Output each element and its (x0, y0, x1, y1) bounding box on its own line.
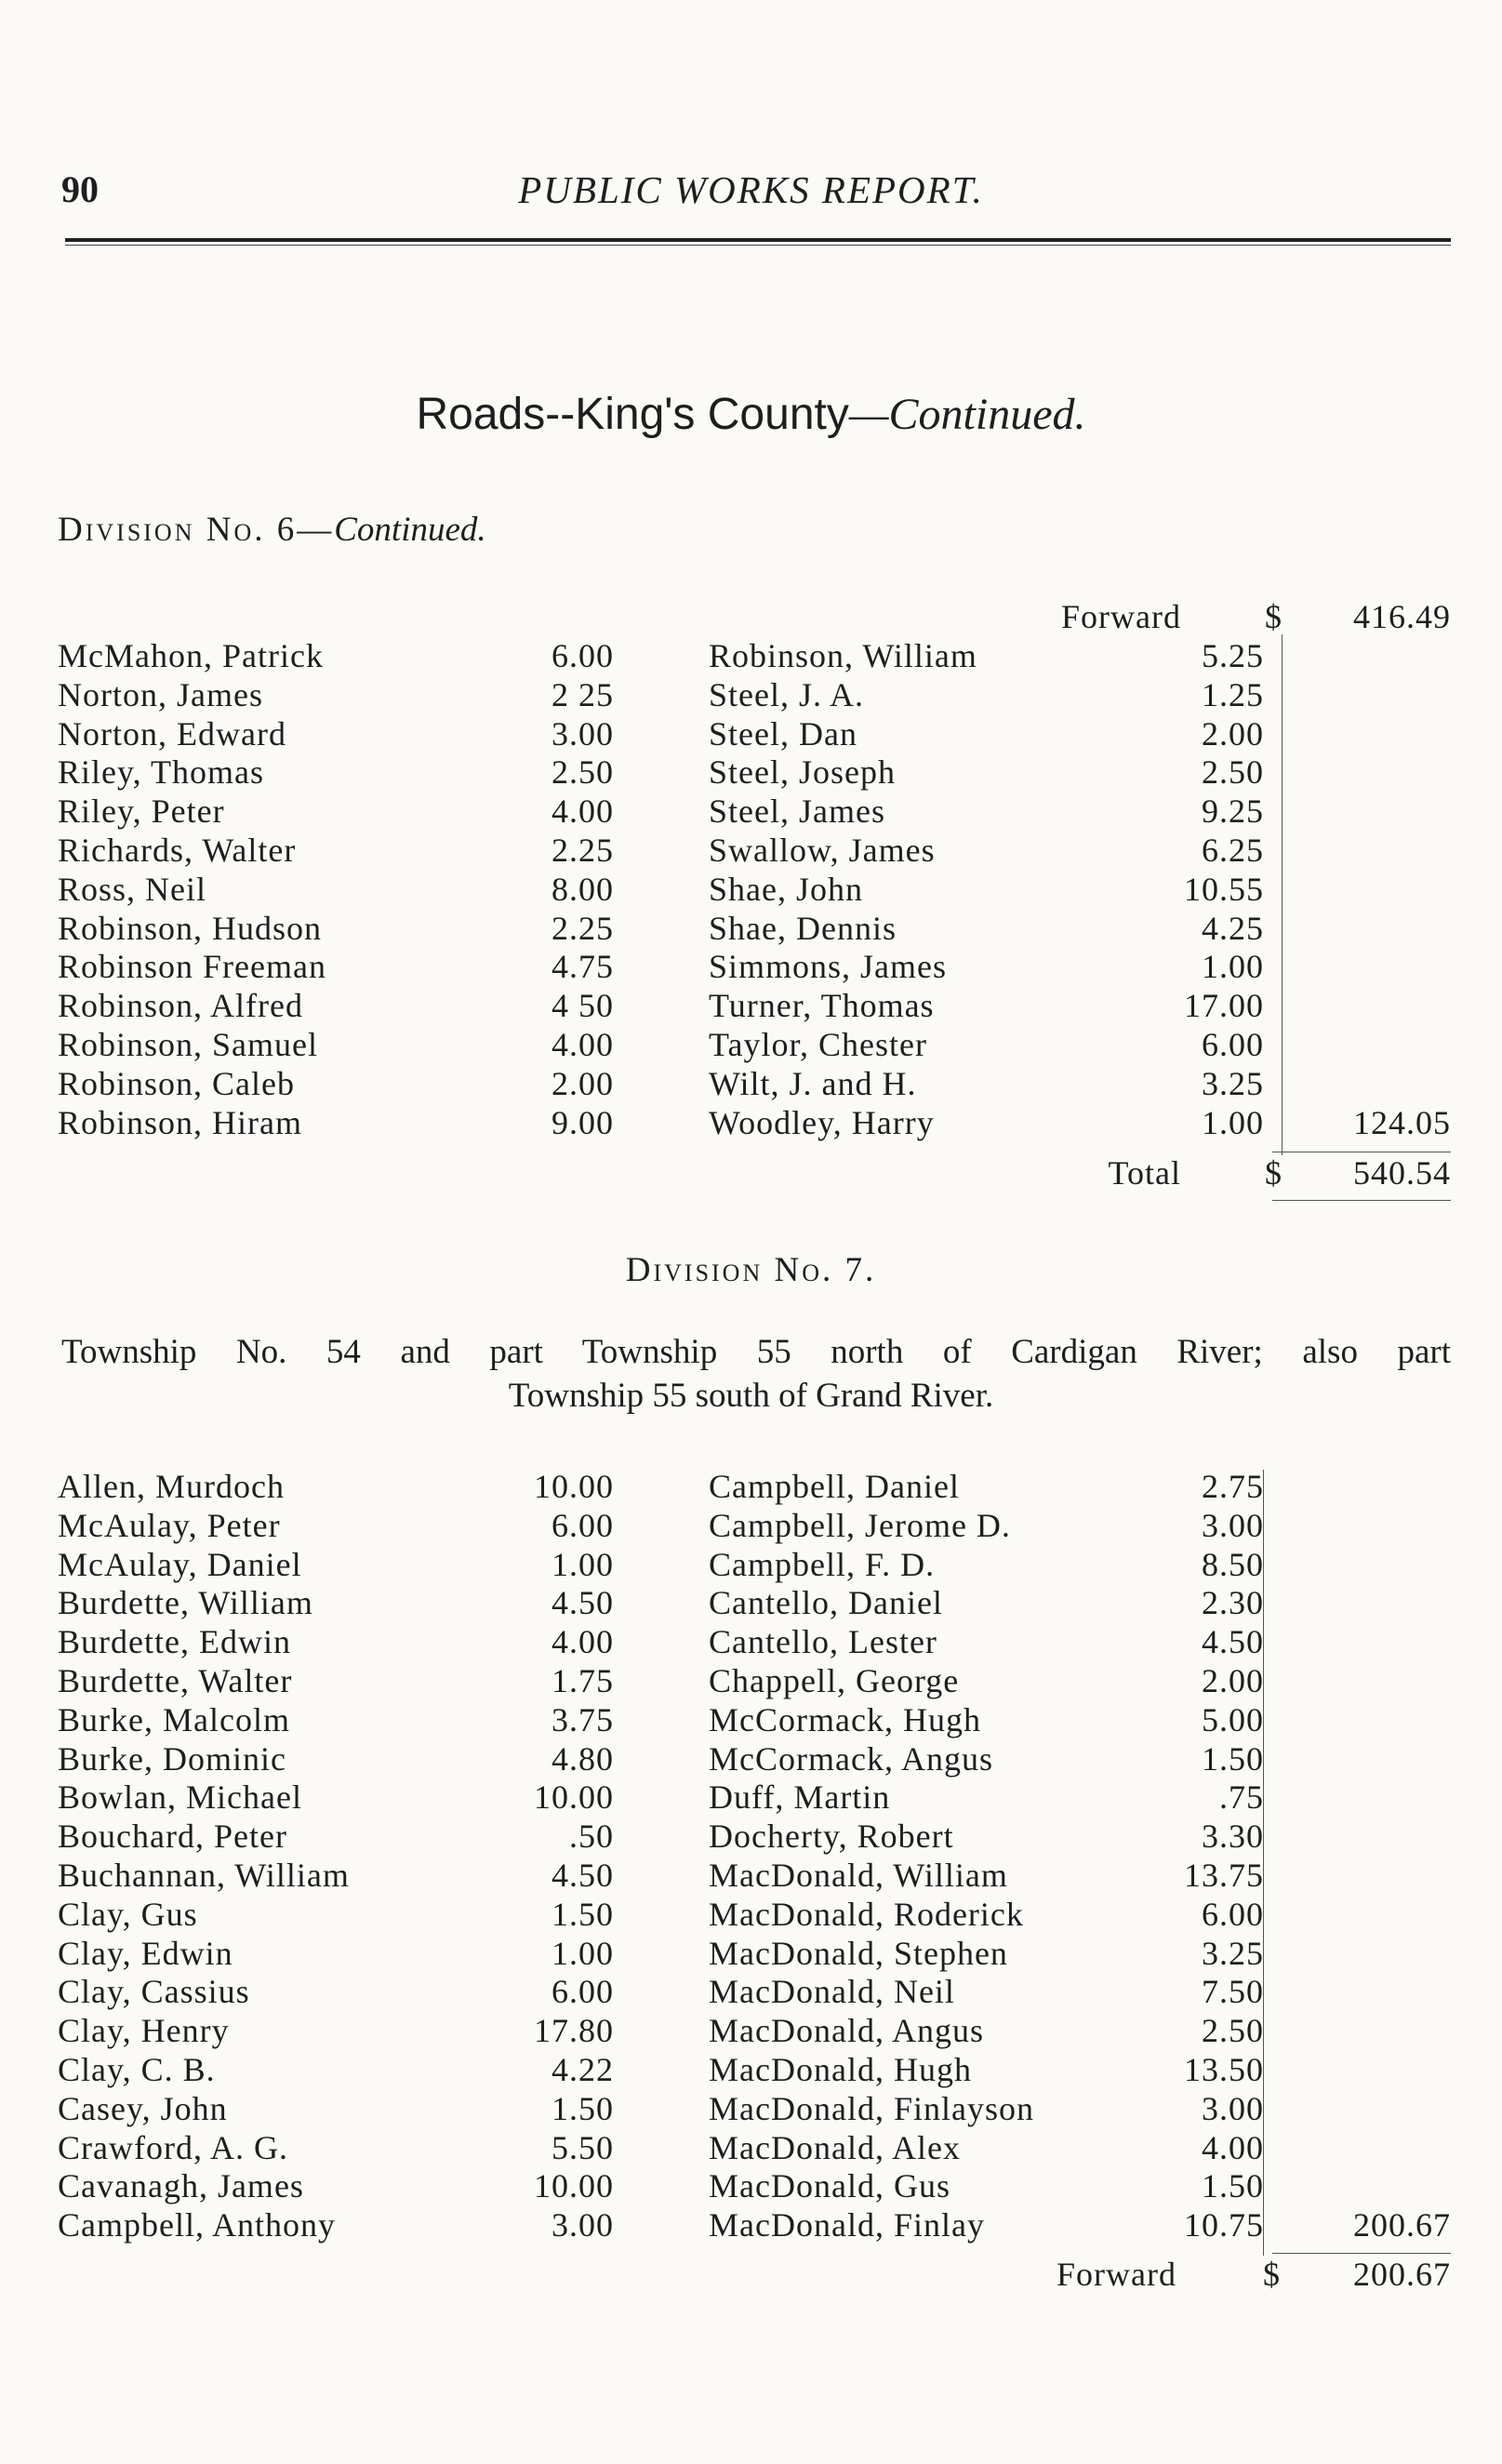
table-row (0, 1025, 1502, 1064)
entry-name: Robinson Freeman (58, 948, 326, 986)
entry-name: Riley, Thomas (58, 753, 264, 792)
entry-amount: 4.50 (552, 1584, 614, 1622)
entry-amount: 4 50 (552, 987, 614, 1025)
division-7-description-line1: Township No. 54 and part Township 55 north of Cardigan River; also part (61, 1333, 1451, 1371)
entry-name: Campbell, F. D. (709, 1545, 936, 1583)
entry-name: MacDonald, Alex (709, 2128, 961, 2166)
entry-name: Robinson, Hudson (58, 909, 323, 947)
entry-amount: 2 25 (552, 675, 614, 713)
table-row (0, 1856, 1502, 1895)
entry-amount: 4.50 (1202, 1623, 1264, 1661)
entry-name: Cantello, Lester (709, 1623, 937, 1661)
entry-name: Campbell, Anthony (58, 2206, 336, 2244)
division-7-description-line2: Township 55 south of Grand River. (508, 1377, 994, 1415)
entry-amount: 17.00 (1184, 987, 1264, 1025)
forward-rule (1272, 2253, 1451, 2254)
entry-name: Clay, Cassius (58, 1973, 250, 2011)
entry-name: Clay, Edwin (58, 1934, 233, 1972)
entry-name: Robinson, Samuel (58, 1026, 319, 1063)
table-row (0, 2089, 1502, 2128)
division-6-label: Division No. 6— (58, 511, 335, 549)
total-underline (1272, 1200, 1451, 1201)
running-title: PUBLIC WORKS REPORT. (518, 168, 984, 211)
entry-amount: 4.25 (1202, 909, 1264, 947)
table-row (0, 1817, 1502, 1856)
entry-name: Robinson, Alfred (58, 987, 303, 1025)
entry-amount: 13.75 (1184, 1857, 1264, 1894)
entry-amount: 3.25 (1202, 1934, 1264, 1972)
entry-amount: 2.30 (1202, 1584, 1264, 1622)
table-row (0, 1972, 1502, 2011)
entry-amount: 6.00 (1202, 1895, 1264, 1933)
entry-name: McCormack, Angus (709, 1739, 993, 1778)
entry-amount: 2.00 (1202, 714, 1264, 753)
entry-name: MacDonald, Gus (709, 2167, 950, 2205)
entry-name: Docherty, Robert (709, 1818, 954, 1856)
subtotal-amount: 124.05 (1353, 1103, 1451, 1141)
division-7-column-rule (1263, 1470, 1264, 2256)
entry-name: Norton, James (58, 675, 263, 713)
entry-name: Clay, Henry (58, 2012, 230, 2050)
entry-name: MacDonald, William (709, 1857, 1008, 1894)
entry-name: Richards, Walter (58, 832, 297, 869)
entry-amount: 2.00 (1202, 1662, 1264, 1699)
entry-name: Buchannan, William (58, 1857, 350, 1894)
entry-amount: 10.55 (1184, 870, 1264, 908)
header-rule-thin (65, 245, 1451, 246)
entry-name: McAulay, Peter (58, 1506, 281, 1544)
entry-amount: 7.50 (1202, 1973, 1264, 2011)
entry-amount: 1.50 (552, 1895, 614, 1933)
entry-amount: 5.25 (1202, 637, 1264, 674)
entry-amount: 2.25 (552, 909, 614, 947)
table-row (0, 947, 1502, 986)
entry-amount: 3.00 (552, 2206, 614, 2244)
entry-amount: 4.00 (552, 792, 614, 831)
entry-amount: 1.00 (552, 1545, 614, 1583)
entry-amount: 3.75 (552, 1700, 614, 1738)
entry-name: Taylor, Chester (709, 1026, 927, 1063)
entry-name: Crawford, A. G. (58, 2128, 288, 2166)
forward-label: Forward (1061, 598, 1181, 635)
table-row (0, 753, 1502, 792)
forward-amount: 416.49 (1353, 598, 1451, 635)
division-6-column-rule (1282, 634, 1283, 1155)
entry-name: MacDonald, Finlay (709, 2206, 985, 2244)
entry-name: Burdette, Edwin (58, 1623, 291, 1661)
division-6-forward-row (0, 597, 1502, 636)
entry-name: Norton, Edward (58, 714, 286, 753)
entry-name: Steel, Joseph (709, 753, 896, 792)
entry-name: Campbell, Daniel (709, 1468, 960, 1505)
entry-amount: 4.00 (1202, 2128, 1264, 2166)
subtotal-amount: 200.67 (1353, 2206, 1451, 2244)
table-row (0, 2011, 1502, 2050)
table-row (0, 1661, 1502, 1700)
entry-amount: 6.00 (552, 637, 614, 674)
entry-amount: 1.00 (552, 1934, 614, 1972)
entry-amount: 3.00 (552, 714, 614, 753)
entry-name: Turner, Thomas (709, 987, 935, 1025)
entry-name: Woodley, Harry (709, 1103, 935, 1141)
table-row (0, 2128, 1502, 2167)
entry-amount: 3.25 (1202, 1064, 1264, 1102)
section-title (0, 389, 1502, 440)
entry-name: Clay, C. B. (58, 2051, 216, 2088)
entry-amount: 5.00 (1202, 1700, 1264, 1738)
entry-amount: 4.75 (552, 948, 614, 986)
entry-amount: 2.25 (552, 832, 614, 869)
entry-amount: 3.30 (1202, 1818, 1264, 1856)
entry-amount: 1.00 (1202, 948, 1264, 986)
table-row (0, 636, 1502, 675)
entry-name: Burdette, William (58, 1584, 313, 1622)
table-row (0, 1778, 1502, 1817)
entry-amount: 5.50 (552, 2128, 614, 2166)
entry-amount: 3.00 (1202, 2089, 1264, 2127)
table-row (0, 1467, 1502, 1506)
forward-label: Forward (1057, 2256, 1176, 2293)
table-row (0, 1103, 1502, 1142)
entry-amount: 4.00 (552, 1026, 614, 1063)
total-amount: 540.54 (1353, 1154, 1451, 1192)
dollar-sign: $ (1265, 598, 1283, 635)
entry-amount: 6.00 (552, 1973, 614, 2011)
entry-name: Ross, Neil (58, 870, 207, 908)
entry-name: Clay, Gus (58, 1895, 198, 1933)
entry-name: Riley, Peter (58, 792, 225, 831)
section-title-main: Roads--King's County (416, 390, 849, 439)
table-row (0, 1583, 1502, 1622)
entry-name: Robinson, Caleb (58, 1064, 295, 1102)
table-row (0, 2205, 1502, 2244)
entry-amount: 1.00 (1202, 1103, 1264, 1141)
table-row (0, 1934, 1502, 1973)
page-number: 90 (61, 168, 99, 210)
table-row (0, 1064, 1502, 1103)
table-row (0, 1895, 1502, 1934)
entry-name: Cavanagh, James (58, 2167, 304, 2205)
entry-amount: 17.80 (534, 2012, 614, 2050)
entry-name: Robinson, Hiram (58, 1103, 302, 1141)
entry-name: Shae, John (709, 870, 863, 908)
division-7-forward-row (0, 2255, 1502, 2294)
entry-amount: 4.22 (552, 2051, 614, 2088)
dollar-sign: $ (1263, 2256, 1281, 2293)
division-6-heading (58, 510, 486, 550)
division-7-heading: Division No. 7. (625, 1251, 877, 1289)
entry-name: McAulay, Daniel (58, 1545, 302, 1583)
entry-name: Burke, Malcolm (58, 1700, 290, 1738)
entry-amount: .50 (569, 1818, 614, 1856)
header-rule-thick (65, 238, 1451, 242)
entry-amount: 9.25 (1202, 792, 1264, 831)
entry-name: Burke, Dominic (58, 1739, 286, 1778)
entry-amount: 13.50 (1184, 2051, 1264, 2088)
entry-name: Steel, J. A. (709, 675, 865, 713)
table-row (0, 909, 1502, 948)
entry-amount: 9.00 (552, 1103, 614, 1141)
table-row (0, 870, 1502, 909)
entry-name: Robinson, William (709, 637, 977, 674)
table-row (0, 1700, 1502, 1739)
entry-amount: 3.00 (1202, 1506, 1264, 1544)
entry-name: MacDonald, Hugh (709, 2051, 972, 2088)
table-row (0, 1622, 1502, 1661)
entry-name: Campbell, Jerome D. (709, 1506, 1011, 1544)
entry-amount: 6.25 (1202, 832, 1264, 869)
entry-amount: 4.80 (552, 1739, 614, 1778)
division-6-continued: Continued. (334, 511, 486, 549)
entry-name: Steel, James (709, 792, 885, 831)
division-6-total-row (0, 1153, 1502, 1192)
entry-amount: 10.00 (534, 2167, 614, 2205)
total-label: Total (1108, 1154, 1181, 1192)
entry-name: Allen, Murdoch (58, 1468, 285, 1505)
entry-amount: 2.75 (1202, 1468, 1264, 1505)
entry-name: MacDonald, Roderick (709, 1895, 1024, 1933)
entry-name: Steel, Dan (709, 714, 857, 753)
forward-amount: 200.67 (1353, 2256, 1451, 2293)
entry-amount: 1.50 (552, 2089, 614, 2127)
entry-name: MacDonald, Angus (709, 2012, 984, 2050)
entry-amount: 10.75 (1184, 2206, 1264, 2244)
table-row (0, 792, 1502, 831)
entry-amount: 10.00 (534, 1778, 614, 1817)
table-row (0, 2050, 1502, 2089)
table-row (0, 1739, 1502, 1778)
entry-name: Wilt, J. and H. (709, 1064, 917, 1102)
entry-name: McMahon, Patrick (58, 637, 324, 674)
table-row (0, 714, 1502, 753)
entry-name: Shae, Dennis (709, 909, 897, 947)
entry-amount: 1.50 (1202, 2167, 1264, 2205)
entry-amount: 4.00 (552, 1623, 614, 1661)
entry-amount: 1.50 (1202, 1739, 1264, 1778)
entry-amount: 6.00 (1202, 1026, 1264, 1063)
entry-amount: 2.50 (552, 753, 614, 792)
entry-amount: 8.50 (1202, 1545, 1264, 1583)
entry-name: Simmons, James (709, 948, 948, 986)
entry-amount: 10.00 (534, 1468, 614, 1505)
table-row (0, 2166, 1502, 2205)
entry-name: Cantello, Daniel (709, 1584, 943, 1622)
entry-name: MacDonald, Finlayson (709, 2089, 1034, 2127)
entry-amount: 2.50 (1202, 753, 1264, 792)
table-row (0, 1545, 1502, 1584)
entry-name: McCormack, Hugh (709, 1700, 981, 1738)
entry-amount: 8.00 (552, 870, 614, 908)
entry-name: Duff, Martin (709, 1778, 891, 1817)
entry-amount: 1.25 (1202, 675, 1264, 713)
section-title-sub: —Continued. (848, 390, 1086, 439)
entry-name: Bowlan, Michael (58, 1778, 302, 1817)
table-row (0, 1506, 1502, 1545)
table-row (0, 986, 1502, 1025)
table-row (0, 831, 1502, 870)
entry-name: Burdette, Walter (58, 1662, 293, 1699)
entry-amount: 4.50 (552, 1857, 614, 1894)
table-row (0, 675, 1502, 714)
entry-name: Chappell, George (709, 1662, 960, 1699)
entry-amount: 2.50 (1202, 2012, 1264, 2050)
entry-name: Swallow, James (709, 832, 936, 869)
entry-amount: 1.75 (552, 1662, 614, 1699)
entry-name: MacDonald, Neil (709, 1973, 955, 2011)
entry-amount: 2.00 (552, 1064, 614, 1102)
entry-amount: .75 (1219, 1778, 1264, 1817)
entry-name: MacDonald, Stephen (709, 1934, 1008, 1972)
dollar-sign: $ (1265, 1154, 1283, 1192)
entry-name: Bouchard, Peter (58, 1818, 287, 1856)
entry-amount: 6.00 (552, 1506, 614, 1544)
entry-name: Casey, John (58, 2089, 228, 2127)
